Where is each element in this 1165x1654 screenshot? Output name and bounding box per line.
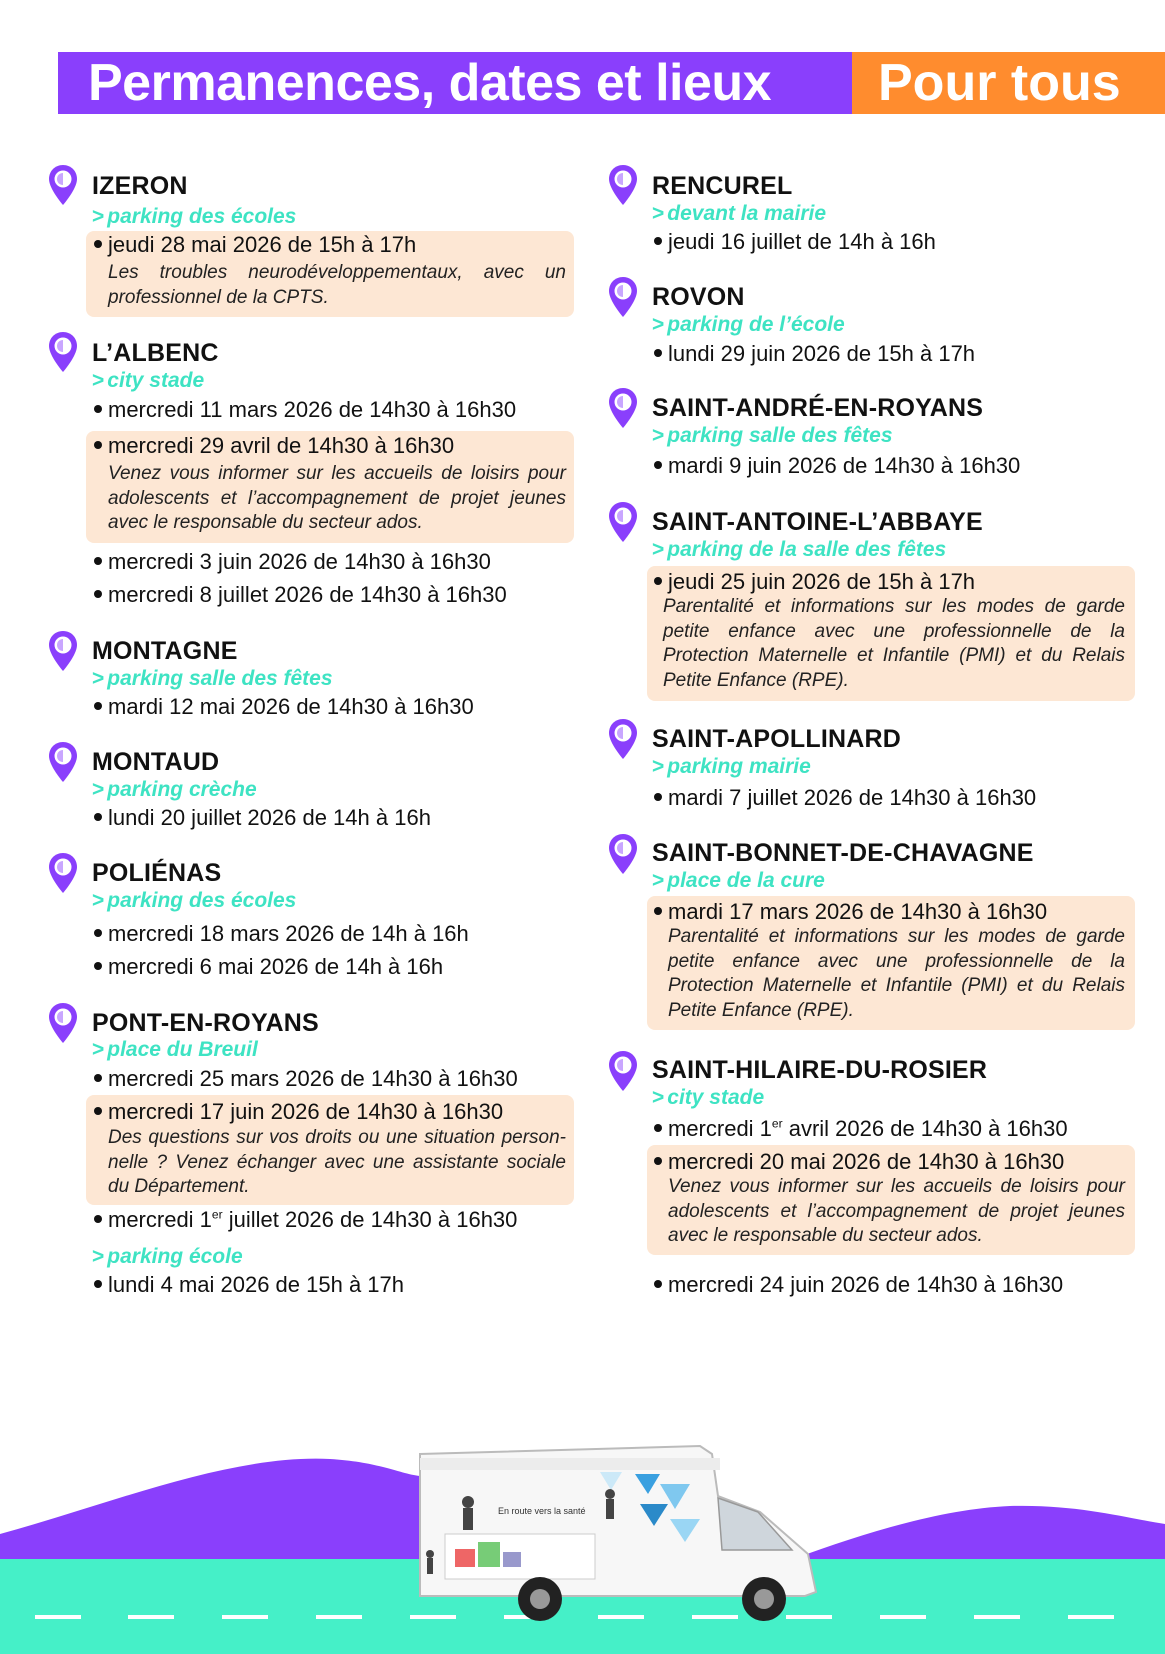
- place-label: > city stade: [92, 369, 205, 392]
- place-label: > parking crèche: [92, 778, 257, 801]
- event-note: Venez vous informer sur les accueils de loisirs pour adolescents et l’accompagnement de projet jeunes avec le responsable du secteur ados.: [108, 463, 566, 533]
- map-pin-icon: [48, 630, 78, 672]
- place-label: > parking de la salle des fêtes: [652, 538, 947, 561]
- page-title: Permanences, dates et lieux: [58, 52, 852, 114]
- date-item: lundi 20 juillet 2026 de 14h à 16h: [94, 805, 431, 831]
- city-name: POLIÉNAS: [92, 859, 222, 887]
- event-note: Les troubles neurodéveloppementaux, avec un professionnel de la CPTS.: [108, 262, 566, 308]
- map-pin-icon: [48, 852, 78, 894]
- date-item: lundi 29 juin 2026 de 15h à 17h: [654, 341, 975, 367]
- chevron-right-icon: >: [92, 778, 105, 801]
- chevron-right-icon: >: [92, 889, 105, 912]
- city-name: SAINT-ANTOINE-L’ABBAYE: [652, 508, 983, 536]
- place-label: > parking salle des fêtes: [652, 424, 893, 447]
- city-name: IZERON: [92, 172, 188, 200]
- date-item: jeudi 28 mai 2026 de 15h à 17h: [94, 232, 416, 258]
- chevron-right-icon: >: [652, 202, 665, 225]
- road-illustration: [0, 1414, 1165, 1654]
- date-item: mercredi 6 mai 2026 de 14h à 16h: [94, 954, 443, 980]
- date-item: mardi 7 juillet 2026 de 14h30 à 16h30: [654, 785, 1036, 811]
- date-item: mercredi 11 mars 2026 de 14h30 à 16h30: [94, 397, 516, 423]
- map-pin-icon: [608, 276, 638, 318]
- date-item: mardi 17 mars 2026 de 14h30 à 16h30: [654, 899, 1047, 925]
- map-pin-icon: [608, 387, 638, 429]
- map-pin-icon: [608, 1050, 638, 1092]
- city-name: PONT-EN-ROYANS: [92, 1009, 319, 1037]
- date-item: mercredi 17 juin 2026 de 14h30 à 16h30: [94, 1099, 503, 1125]
- chevron-right-icon: >: [652, 755, 665, 778]
- map-pin-icon: [608, 718, 638, 760]
- city-name: SAINT-ANDRÉ-EN-ROYANS: [652, 394, 984, 422]
- place-label: > parking salle des fêtes: [92, 667, 333, 690]
- date-item: jeudi 25 juin 2026 de 15h à 17h: [654, 569, 975, 595]
- city-name: RENCUREL: [652, 172, 793, 200]
- map-pin-icon: [608, 501, 638, 543]
- chevron-right-icon: >: [92, 1038, 105, 1061]
- place-label: > parking de l’école: [652, 313, 845, 336]
- date-item: mardi 12 mai 2026 de 14h30 à 16h30: [94, 694, 474, 720]
- chevron-right-icon: >: [92, 369, 105, 392]
- date-item: jeudi 16 juillet de 14h à 16h: [654, 229, 936, 255]
- city-name: ROVON: [652, 283, 745, 311]
- chevron-right-icon: >: [652, 424, 665, 447]
- chevron-right-icon: >: [92, 1245, 105, 1268]
- chevron-right-icon: >: [652, 869, 665, 892]
- event-note: Des questions sur vos droits ou une situation person-nelle ? Venez échanger avec une assistante sociale du Département.: [108, 1127, 566, 1197]
- chevron-right-icon: >: [652, 313, 665, 336]
- event-note: Parentalité et informations sur les modes de garde petite enfance avec une professionnelle de la Protection Maternelle et Infantile (PMI) et du Relais Petite Enfance (RPE).: [663, 596, 1125, 691]
- date-item: mercredi 29 avril de 14h30 à 16h30: [94, 433, 454, 459]
- map-pin-icon: [48, 331, 78, 373]
- map-pin-icon: [608, 164, 638, 206]
- map-pin-icon: [48, 1002, 78, 1044]
- place-label: > place de la cure: [652, 869, 825, 892]
- chevron-right-icon: >: [652, 1086, 665, 1109]
- page-header: [58, 52, 1165, 114]
- chevron-right-icon: >: [92, 667, 105, 690]
- city-name: MONTAGNE: [92, 637, 238, 665]
- place-label: > city stade: [652, 1086, 765, 1109]
- date-item: mercredi 1er juillet 2026 de 14h30 à 16h30: [94, 1207, 517, 1233]
- map-pin-icon: [48, 164, 78, 206]
- city-name: SAINT-APOLLINARD: [652, 725, 902, 753]
- city-name: SAINT-HILAIRE-DU-ROSIER: [652, 1056, 988, 1084]
- van-slogan: En route vers la santé: [498, 1506, 586, 1516]
- place-label: > place du Breuil: [92, 1038, 258, 1061]
- date-item: mercredi 24 juin 2026 de 14h30 à 16h30: [654, 1272, 1063, 1298]
- camper-van-illustration: [420, 1446, 816, 1621]
- date-item: mercredi 20 mai 2026 de 14h30 à 16h30: [654, 1149, 1064, 1175]
- event-note: Venez vous informer sur les accueils de loisirs pour adolescents et l’accompagnement de projet jeunes avec le responsable du secteur ados.: [668, 1176, 1125, 1246]
- date-item: mercredi 18 mars 2026 de 14h à 16h: [94, 921, 469, 947]
- place-label: > parking mairie: [652, 755, 811, 778]
- date-item: lundi 4 mai 2026 de 15h à 17h: [94, 1272, 404, 1298]
- place-label: > parking des écoles: [92, 889, 297, 912]
- city-name: MONTAUD: [92, 748, 220, 776]
- place-label: > parking des écoles: [92, 205, 297, 228]
- event-note: Parentalité et informations sur les modes de garde petite enfance avec une professionnelle de la Protection Maternelle et Infantile (PMI) et du Relais Petite Enfance (RPE).: [668, 926, 1125, 1021]
- date-item: mercredi 1er avril 2026 de 14h30 à 16h30: [654, 1116, 1068, 1142]
- date-item: mercredi 8 juillet 2026 de 14h30 à 16h30: [94, 582, 507, 608]
- audience-tag: Pour tous: [852, 52, 1165, 114]
- place-label: > parking école: [92, 1245, 243, 1268]
- city-name: L’ALBENC: [92, 339, 219, 367]
- date-item: mardi 9 juin 2026 de 14h30 à 16h30: [654, 453, 1020, 479]
- city-name: SAINT-BONNET-DE-CHAVAGNE: [652, 839, 1034, 867]
- place-label: > devant la mairie: [652, 202, 827, 225]
- date-item: mercredi 3 juin 2026 de 14h30 à 16h30: [94, 549, 491, 575]
- map-pin-icon: [48, 741, 78, 783]
- chevron-right-icon: >: [92, 205, 105, 228]
- date-item: mercredi 25 mars 2026 de 14h30 à 16h30: [94, 1066, 518, 1092]
- chevron-right-icon: >: [652, 538, 665, 561]
- map-pin-icon: [608, 833, 638, 875]
